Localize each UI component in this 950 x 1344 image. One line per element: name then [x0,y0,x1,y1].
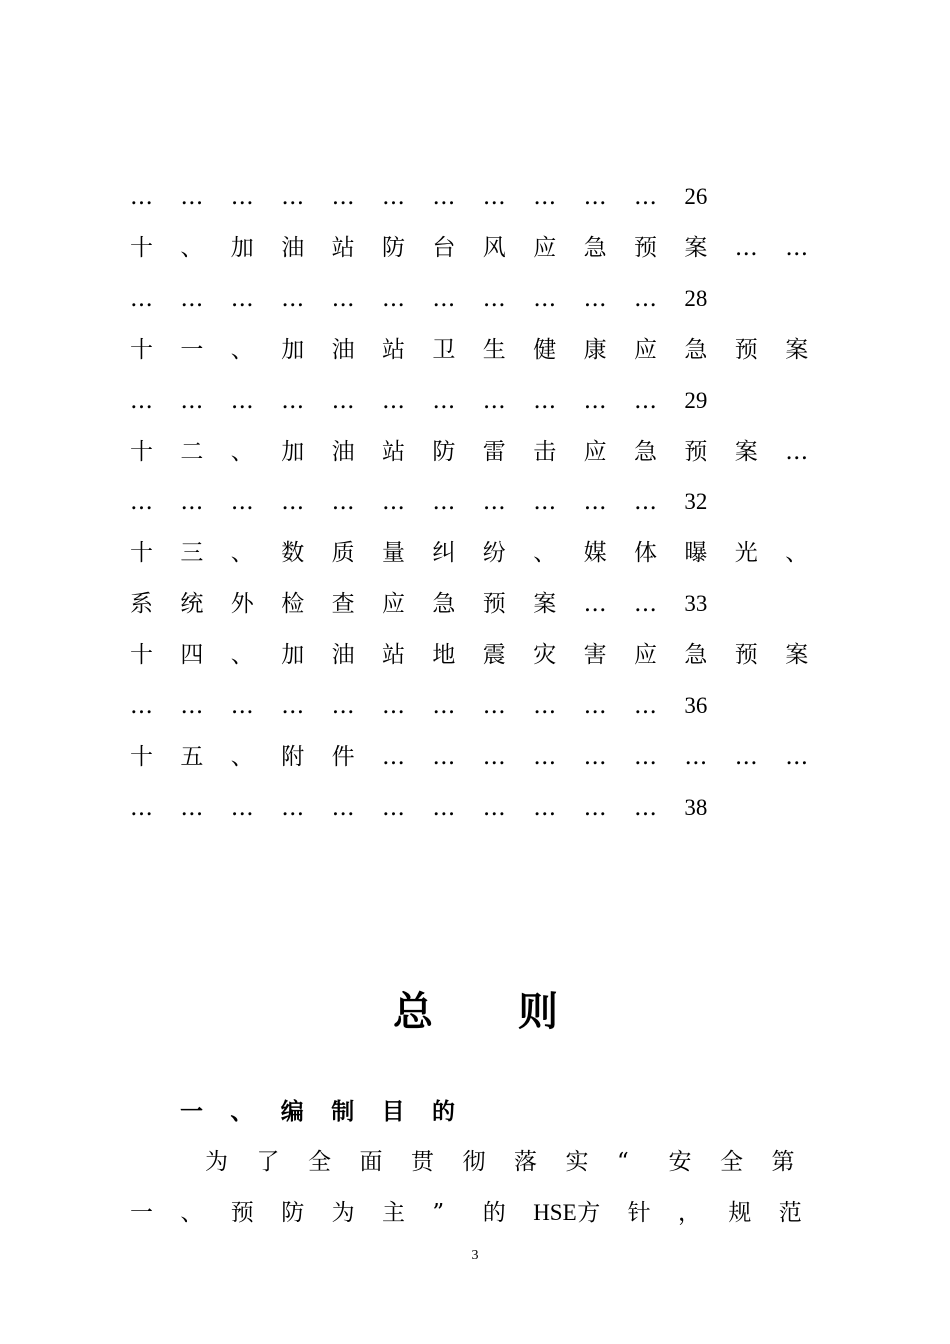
toc-char: 检 [281,591,305,618]
toc-char: 应 [634,336,657,363]
toc-char: … [180,387,204,414]
toc-char: 件 [331,743,355,770]
toc-char: 预 [634,234,657,261]
toc-char: … [583,693,607,719]
toc-char: 康 [583,336,607,363]
toc-char: 十 [130,438,153,465]
toc-char: … [583,285,607,312]
toc-char: 媒 [583,540,607,567]
toc-char: 、 [230,438,254,465]
toc-char: 质 [331,540,355,567]
toc-char: … [533,743,557,770]
toc-char: … [180,285,204,312]
toc-line [130,177,810,217]
toc-char: … [533,184,557,210]
toc-char: … [230,489,254,516]
toc-char: 纷 [482,540,506,567]
toc-char: … [533,489,557,516]
toc-char: 应 [382,591,405,618]
toc-char: … [533,285,557,312]
toc-char: 系 [130,591,153,618]
toc-char: 统 [180,591,204,618]
body-char: 规 [728,1200,752,1226]
toc-char: … [583,184,607,210]
toc-line [130,788,810,828]
toc-char: 台 [432,234,456,261]
section-title-char: 、 [230,1099,254,1125]
toc-char: … [130,794,153,821]
toc-char: 、 [230,642,254,669]
toc-char: … [382,489,405,516]
toc-char: 案 [785,336,809,363]
toc-char: 、 [230,336,254,363]
toc-char: … [180,693,204,719]
toc-char: … [382,693,405,719]
toc-char: … [281,489,305,516]
toc-char: 案 [533,591,557,618]
toc-char: … [634,184,657,210]
toc-char: … [583,743,607,770]
body-char: 落 [514,1149,537,1175]
toc-char: … [382,184,405,210]
toc-char: … [230,285,254,312]
toc-char: 外 [230,591,254,618]
body-char: “ [617,1149,629,1175]
toc-char: … [482,184,506,210]
body-char: 第 [771,1149,795,1175]
toc-char: … [180,489,204,516]
toc-char: 防 [382,234,405,261]
toc-char: 灾 [533,642,557,669]
toc-char: … [533,794,557,821]
toc-char: 案 [734,438,758,465]
toc-char: … [130,285,153,312]
toc-char: … [331,285,355,312]
toc-char: … [331,693,355,719]
body-char: 范 [778,1200,802,1226]
toc-char: 、 [785,540,809,567]
toc-char: … [482,794,506,821]
toc-char: … [734,743,758,770]
body-char: 面 [359,1149,383,1175]
toc-char: … [331,489,355,516]
toc-char: 站 [382,642,405,669]
body-char: 全 [720,1149,743,1175]
toc-char: 十 [130,234,153,261]
toc-char: 生 [482,336,506,363]
section-title [180,1092,780,1132]
toc-char: 油 [331,336,355,363]
toc-char: 案 [684,234,708,261]
toc-char: 体 [634,540,657,567]
toc-char: 案 [785,642,809,669]
toc-char: 急 [634,438,657,465]
toc-char: … [130,387,153,414]
toc-char: … [382,387,405,414]
toc-char: 五 [180,743,204,770]
toc-line [130,279,810,319]
toc-char: 应 [533,234,557,261]
body-char: HSE [533,1200,577,1225]
heading-char: 则 [518,989,558,1035]
toc-char: … [382,743,405,770]
toc-char: 预 [482,591,506,618]
toc-char: 十 [130,336,153,363]
toc-page-number: 36 [684,693,708,718]
toc-char: 油 [281,234,305,261]
toc-line [130,381,810,421]
toc-char: … [432,387,456,414]
toc-page-number: 28 [684,285,708,311]
toc-char: 急 [432,591,456,618]
toc-line [130,737,810,777]
toc-char: … [583,794,607,821]
toc-char: 地 [432,642,456,669]
toc-char: 预 [684,438,708,465]
toc-char: … [634,285,657,312]
toc-line [130,432,810,472]
section-title-char: 一 [180,1099,203,1125]
toc-line [130,584,810,624]
toc-char: 卫 [432,336,456,363]
toc-page-number: 38 [684,794,708,820]
section-title-char: 编 [280,1099,304,1125]
toc-char: 站 [382,438,405,465]
body-char: 贯 [411,1149,434,1175]
body-char: 防 [281,1200,305,1226]
toc-char: … [130,693,153,719]
toc-char: … [583,489,607,516]
toc-char: … [331,184,355,210]
section-title-char: 的 [432,1099,455,1125]
toc-char: … [281,693,305,719]
body-char: 预 [230,1200,254,1226]
toc-char: … [331,387,355,414]
toc-char: … [130,489,153,516]
page-number: 3 [471,1248,479,1263]
toc-char: … [432,285,456,312]
toc-char: … [432,693,456,719]
body-char: 针 [627,1200,651,1226]
toc-char: … [180,184,204,210]
toc-char: 三 [180,540,204,567]
toc-char: 数 [281,540,305,567]
toc-char: … [230,387,254,414]
toc-char: 应 [583,438,607,465]
toc-char: 光 [734,540,758,567]
toc-char: … [331,794,355,821]
toc-char: … [382,285,405,312]
body-char: 一 [130,1200,153,1226]
toc-char: … [734,234,758,261]
toc-char: 预 [734,642,758,669]
body-char: 方 [577,1200,601,1226]
body-char: ” [432,1200,445,1226]
toc-char: 查 [331,591,355,618]
toc-page-number: 26 [684,184,708,209]
toc-char: 、 [180,234,204,261]
toc-char: … [634,591,657,618]
toc-char: 、 [230,540,254,567]
toc-char: … [281,794,305,821]
body-char: ， [678,1200,701,1226]
toc-char: 雷 [482,438,506,465]
body-line [205,1142,810,1182]
toc-char: … [785,743,809,770]
toc-char: 害 [583,642,607,669]
toc-line [130,482,810,522]
body-char: 实 [565,1149,589,1175]
toc-char: 急 [684,642,708,669]
toc-char: 风 [482,234,506,261]
toc-char: … [785,234,809,261]
toc-char: … [482,285,506,312]
toc-char: 健 [533,336,557,363]
toc-char: … [634,794,657,821]
toc-char: … [482,743,506,770]
toc-char: 震 [482,642,506,669]
toc-char: … [432,184,456,210]
body-line [130,1193,810,1233]
section-title-char: 制 [331,1099,355,1125]
toc-char: … [785,438,809,465]
heading-char: 总 [393,989,433,1035]
toc-char: 油 [331,438,355,465]
body-char: 了 [256,1149,280,1175]
toc-char: 量 [382,540,405,567]
toc-char: … [230,184,254,210]
section-title-char: 目 [381,1099,405,1125]
toc-char: 预 [734,336,758,363]
toc-char: … [634,387,657,414]
body-char: 主 [382,1200,405,1226]
toc-char: … [533,693,557,719]
toc-char: 二 [180,438,204,465]
toc-char: 防 [432,438,456,465]
body-char: 为 [331,1200,355,1226]
body-char: 、 [180,1200,204,1226]
toc-char: … [634,743,657,770]
body-char: 为 [205,1149,228,1175]
toc-char: 纠 [432,540,456,567]
body-char: 安 [668,1149,692,1175]
toc-char: 十 [130,743,153,770]
toc-line [130,686,810,726]
toc-char: 急 [583,234,607,261]
toc-char: … [482,693,506,719]
toc-char: 击 [533,438,557,465]
toc-char: … [533,387,557,414]
toc-char: … [432,794,456,821]
toc-char: 一 [180,336,204,363]
toc-char: … [684,743,708,770]
toc-line [130,635,810,675]
toc-char: 加 [281,336,305,363]
toc-char: … [230,794,254,821]
toc-char: 附 [281,743,305,770]
toc-char: 曝 [684,540,708,567]
toc-char: … [230,693,254,719]
toc-char: 加 [281,438,305,465]
toc-char: … [634,489,657,516]
toc-char: … [583,591,607,618]
toc-line [130,228,810,268]
body-char: 的 [482,1200,506,1226]
toc-char: … [482,489,506,516]
toc-char: … [281,184,305,210]
toc-char: 站 [382,336,405,363]
toc-char: … [482,387,506,414]
toc-char: 四 [180,642,204,669]
body-char: 全 [308,1149,331,1175]
toc-line [130,330,810,370]
toc-char: 加 [281,642,305,669]
toc-char: 十 [130,642,153,669]
toc-char: … [432,743,456,770]
toc-page-number: 33 [684,591,708,617]
toc-char: … [382,794,405,821]
toc-char: 油 [331,642,355,669]
toc-char: … [130,184,153,210]
toc-char: 加 [230,234,254,261]
toc-char: … [180,794,204,821]
toc-char: … [634,693,657,719]
toc-char: 十 [130,540,153,567]
toc-char: … [281,285,305,312]
toc-char: 、 [230,743,254,770]
toc-char: 应 [634,642,657,669]
toc-page-number: 29 [684,387,708,413]
toc-char: … [281,387,305,414]
toc-char: 急 [684,336,708,363]
toc-line [130,533,810,573]
chapter-heading [0,982,950,1042]
toc-char: … [432,489,456,516]
toc-char: 、 [533,540,557,567]
body-char: 彻 [462,1149,486,1175]
toc-char: 站 [331,234,355,261]
toc-char: … [583,387,607,414]
toc-page-number: 32 [684,489,708,515]
